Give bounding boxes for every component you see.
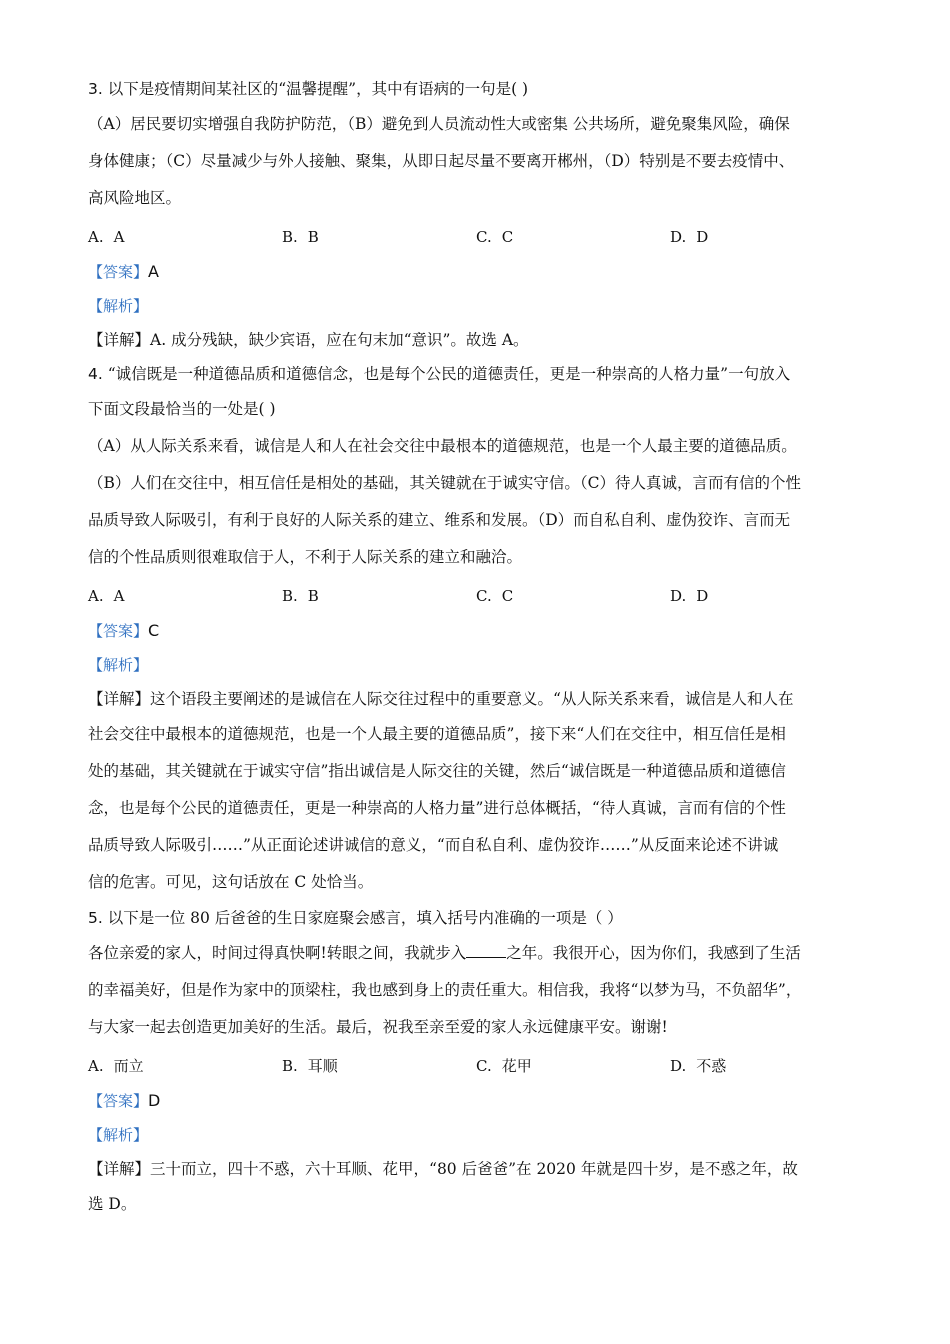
analysis-label: 【解析】 xyxy=(88,656,149,674)
answer-label: 【答案】 xyxy=(88,1092,149,1110)
passage-line: （B）人们在交往中，相互信任是相处的基础，其关键就在于诚实守信。（C）待人真诚，言而有信的个性 xyxy=(88,474,802,492)
analysis-row xyxy=(88,648,868,682)
options-row xyxy=(88,224,868,249)
analysis-label: 【解析】 xyxy=(88,1126,149,1144)
passage-text-pre: 各位亲爱的家人，时间过得真快啊!转眼之间，我就步入 xyxy=(88,944,467,962)
detail-label: 【详解】 xyxy=(88,331,151,349)
detail-row xyxy=(88,323,868,357)
question-stem-text: 以下是一位 80 后爸爸的生日家庭聚会感言，填入括号内准确的一项是（ ） xyxy=(107,909,623,927)
detail-label: 【详解】 xyxy=(88,690,151,708)
passage-line: （A）居民要切实增强自我防护防范，（B）避免到人员流动性大或密集 公共场所，避免聚集风险，确保 xyxy=(88,115,790,133)
passage-line: 信的个性品质则很难取信于人，不利于人际关系的建立和融洽。 xyxy=(88,548,523,566)
answer-row xyxy=(88,255,868,289)
detail-line: 念，也是每个公民的道德责任，更是一种崇高的人格力量”进行总体概括，“待人真诚，言而有信的个性 xyxy=(88,799,786,817)
answer-value: D xyxy=(148,1091,161,1110)
options-row xyxy=(88,1053,868,1078)
passage-line: 身体健康；（C）尽量减少与外人接触、聚集，从即日起尽量不要离开郴州，（D）特别是不要去疫情中、 xyxy=(88,152,795,170)
option-c: C. 花甲 xyxy=(476,1057,532,1075)
passage-line: （A）从人际关系来看，诚信是人和人在社会交往中最根本的道德规范，也是一个人最主要的道德品质。 xyxy=(88,437,797,455)
detail-text: A. 成分残缺，缺少宾语，应在句末加“意识”。故选 A。 xyxy=(150,331,529,349)
question-3-stem xyxy=(88,72,868,106)
passage-line: 品质导致人际吸引，有利于良好的人际关系的建立、维系和发展。（D）而自私自利、虚伪狡诈、言而无 xyxy=(88,511,791,529)
question-4-stem xyxy=(88,357,868,391)
document-page xyxy=(88,72,868,1223)
detail-line: 品质导致人际吸引……”从正面论述讲诚信的意义，“而自私自利、虚伪狡诈……”从反面来论述不讲诚 xyxy=(88,836,779,854)
question-4 xyxy=(88,357,868,901)
option-d: D. D xyxy=(670,227,709,246)
option-d: D. 不惑 xyxy=(670,1057,727,1075)
analysis-row xyxy=(88,289,868,323)
option-a: A. A xyxy=(88,227,125,246)
option-c: C. C xyxy=(476,586,514,605)
analysis-row xyxy=(88,1118,868,1152)
question-3 xyxy=(88,72,868,357)
detail-row xyxy=(88,1152,868,1186)
fill-blank xyxy=(466,943,506,958)
question-number: 5. xyxy=(88,909,103,927)
answer-value: A xyxy=(148,262,159,281)
options-row xyxy=(88,583,868,608)
question-5 xyxy=(88,901,868,1223)
detail-text: 三十而立，四十不惑，六十耳顺、花甲，“80 后爸爸”在 2020 年就是四十岁，是不惑之年，故 xyxy=(150,1160,798,1178)
detail-line: 处的基础，其关键就在于诚实守信”指出诚信是人际交往的关键，然后“诚信既是一种道德品质和道德信 xyxy=(88,762,786,780)
detail-row xyxy=(88,682,868,716)
passage-line: 与大家一起去创造更加美好的生活。最后，祝我至亲至爱的家人永远健康平安。谢谢! xyxy=(88,1018,668,1036)
question-number: 4. xyxy=(88,365,103,383)
detail-line: 选 D。 xyxy=(88,1195,137,1213)
option-a: A. 而立 xyxy=(88,1057,144,1075)
question-stem-text: “诚信既是一种道德品质和道德信念，也是每个公民的道德责任，更是一种崇高的人格力量”一句放入 xyxy=(107,365,791,383)
option-b: B. 耳顺 xyxy=(282,1057,338,1075)
detail-line: 信的危害。可见，这句话放在 C 处恰当。 xyxy=(88,873,374,891)
answer-label: 【答案】 xyxy=(88,263,149,281)
detail-label: 【详解】 xyxy=(88,1160,151,1178)
passage-line: 高风险地区。 xyxy=(88,189,182,207)
option-b: B. B xyxy=(282,586,319,605)
option-d: D. D xyxy=(670,586,709,605)
detail-line: 社会交往中最根本的道德规范，也是一个人最主要的道德品质”，接下来“人们在交往中，相互信任是相 xyxy=(88,725,786,743)
question-stem-text: 以下是疫情期间某社区的“温馨提醒”，其中有语病的一句是( ) xyxy=(107,80,529,98)
answer-label: 【答案】 xyxy=(88,622,149,640)
option-b: B. B xyxy=(282,227,319,246)
answer-row xyxy=(88,1084,868,1118)
question-5-stem xyxy=(88,901,868,935)
question-number: 3. xyxy=(88,80,103,98)
answer-value: C xyxy=(148,621,160,640)
answer-row xyxy=(88,614,868,648)
passage-line xyxy=(88,935,868,972)
passage-text-post: 之年。我很开心，因为你们，我感到了生活 xyxy=(506,944,801,962)
analysis-label: 【解析】 xyxy=(88,297,149,315)
question-stem-line: 下面文段最恰当的一处是( ) xyxy=(88,400,276,418)
option-a: A. A xyxy=(88,586,125,605)
passage-line: 的幸福美好，但是作为家中的顶梁柱，我也感到身上的责任重大。相信我，我将“以梦为马，不负韶华”， xyxy=(88,981,802,999)
detail-text: 这个语段主要阐述的是诚信在人际交往过程中的重要意义。“从人际关系来看，诚信是人和人在 xyxy=(150,690,794,708)
option-c: C. C xyxy=(476,227,514,246)
